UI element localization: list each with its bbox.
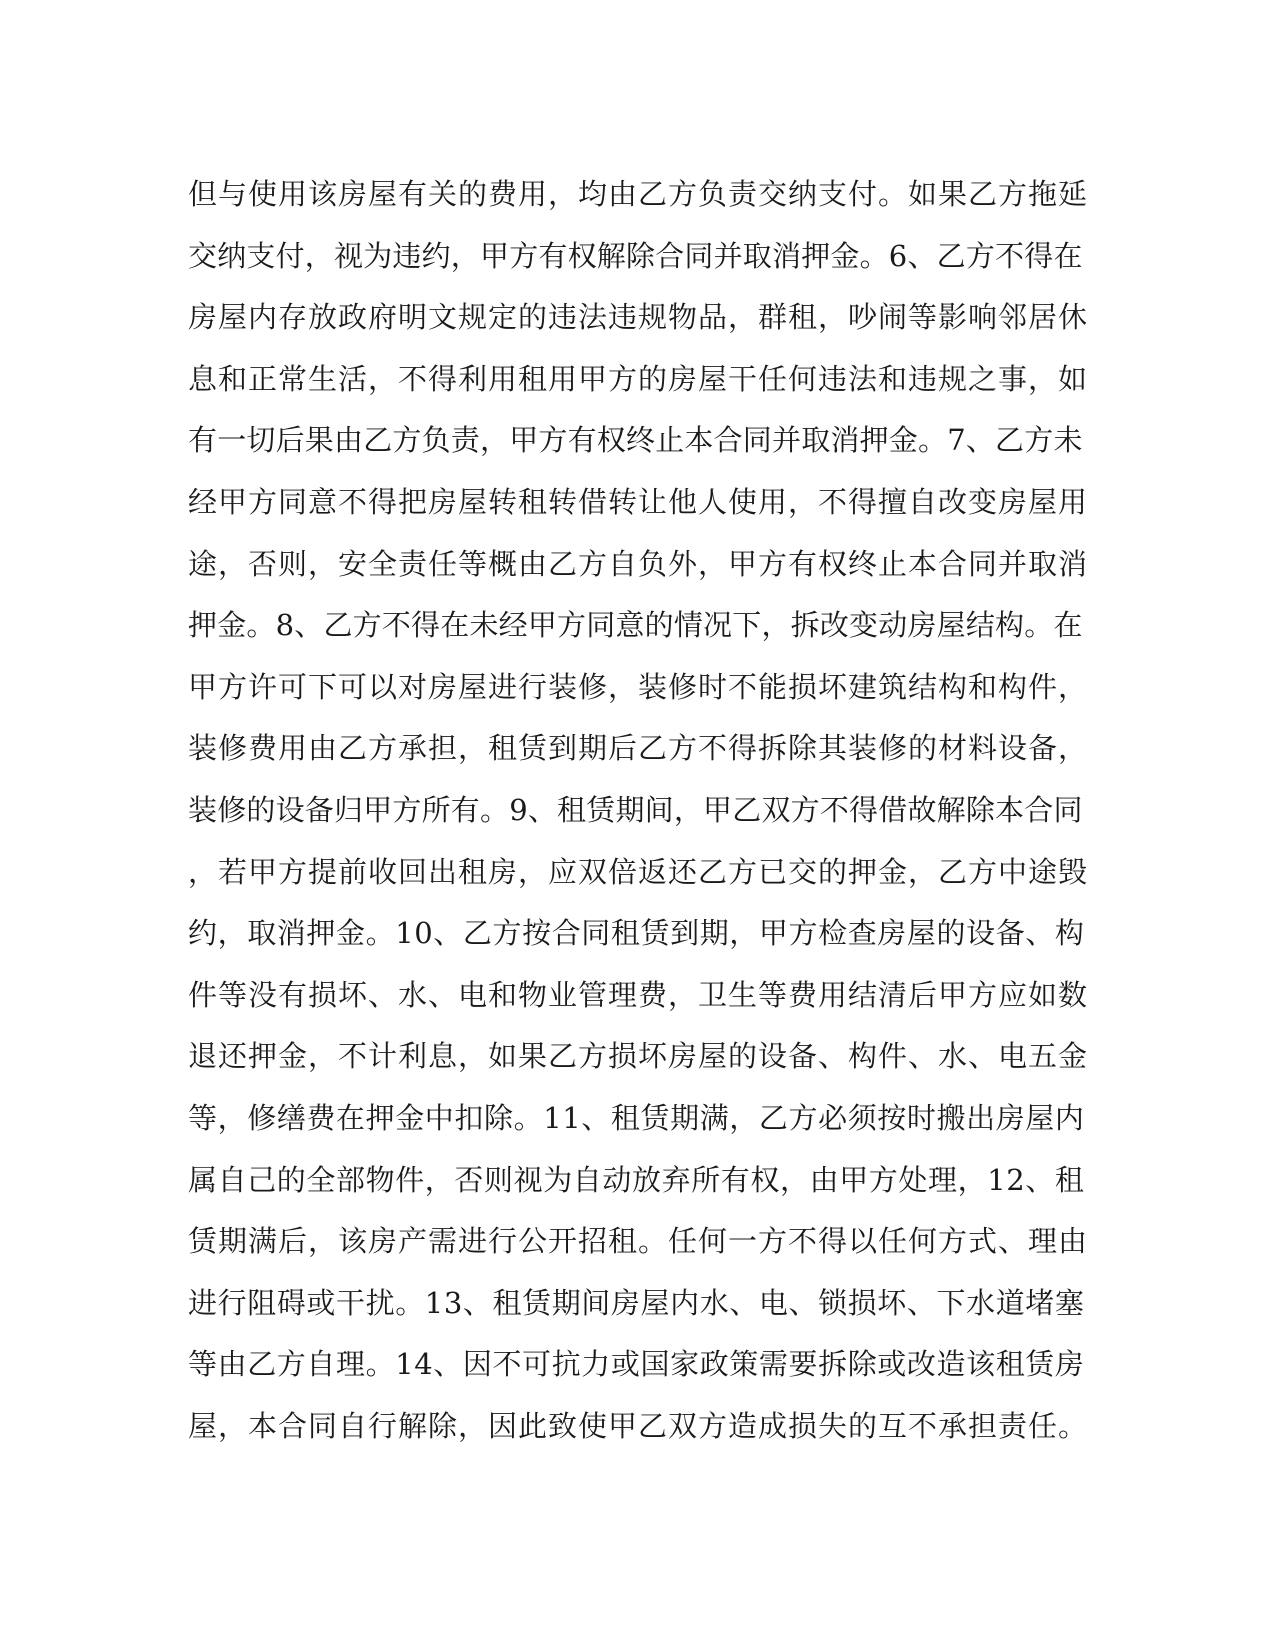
text-line: 退还押金，不计利息，如果乙方损坏房屋的设备、构件、水、电五金	[188, 1039, 1089, 1074]
text-line: 息和正常生活，不得利用租用甲方的房屋干任何违法和违规之事，如	[188, 361, 1089, 396]
text-line: 交纳支付，视为违约，甲方有权解除合同并取消押金。6、乙方不得在	[188, 238, 1083, 273]
text-line: 甲方许可下可以对房屋进行装修，装修时不能损坏建筑结构和构件，	[188, 669, 1089, 704]
text-line: 装修费用由乙方承担，租赁到期后乙方不得拆除其装修的材料设备，	[188, 731, 1089, 766]
text-line: 件等没有损坏、水、电和物业管理费，卫生等费用结清后甲方应如数	[188, 977, 1089, 1012]
text-line: 等由乙方自理。14、因不可抗力或国家政策需要拆除或改造该租赁房	[188, 1347, 1085, 1382]
text-line: 但与使用该房屋有关的费用，均由乙方负责交纳支付。如果乙方拖延	[188, 177, 1089, 211]
text-line: 约，取消押金。10、乙方按合同租赁到期，甲方检查房屋的设备、构	[188, 916, 1085, 951]
text-line: ，若甲方提前收回出租房，应双倍返还乙方已交的押金，乙方中途毁	[188, 854, 1089, 889]
text-line: 装修的设备归甲方所有。9、租赁期间，甲乙双方不得借故解除本合同	[188, 792, 1083, 827]
text-line: 房屋内存放政府明文规定的违法违规物品，群租，吵闹等影响邻居休	[188, 300, 1089, 335]
text-line: 有一切后果由乙方负责，甲方有权终止本合同并取消押金。7、乙方未	[188, 423, 1083, 458]
contract-text-block	[188, 164, 1088, 1457]
text-line: 屋，本合同自行解除，因此致使甲乙双方造成损失的互不承担责任。	[188, 1408, 1089, 1443]
text-line: 押金。8、乙方不得在未经甲方同意的情况下，拆改变动房屋结构。在	[188, 608, 1083, 643]
text-line: 等，修缮费在押金中扣除。11、租赁期满，乙方必须按时搬出房屋内	[188, 1100, 1085, 1135]
text-line: 经甲方同意不得把房屋转租转借转让他人使用，不得擅自改变房屋用	[188, 484, 1089, 519]
text-line: 途，否则，安全责任等概由乙方自负外，甲方有权终止本合同并取消	[188, 546, 1089, 581]
text-line: 赁期满后，该房产需进行公开招租。任何一方不得以任何方式、理由	[188, 1224, 1089, 1259]
text-line: 属自己的全部物件，否则视为自动放弃所有权，由甲方处理，12、租	[188, 1162, 1085, 1197]
text-line: 进行阻碍或干扰。13、租赁期间房屋内水、电、锁损坏、下水道堵塞	[188, 1285, 1085, 1320]
